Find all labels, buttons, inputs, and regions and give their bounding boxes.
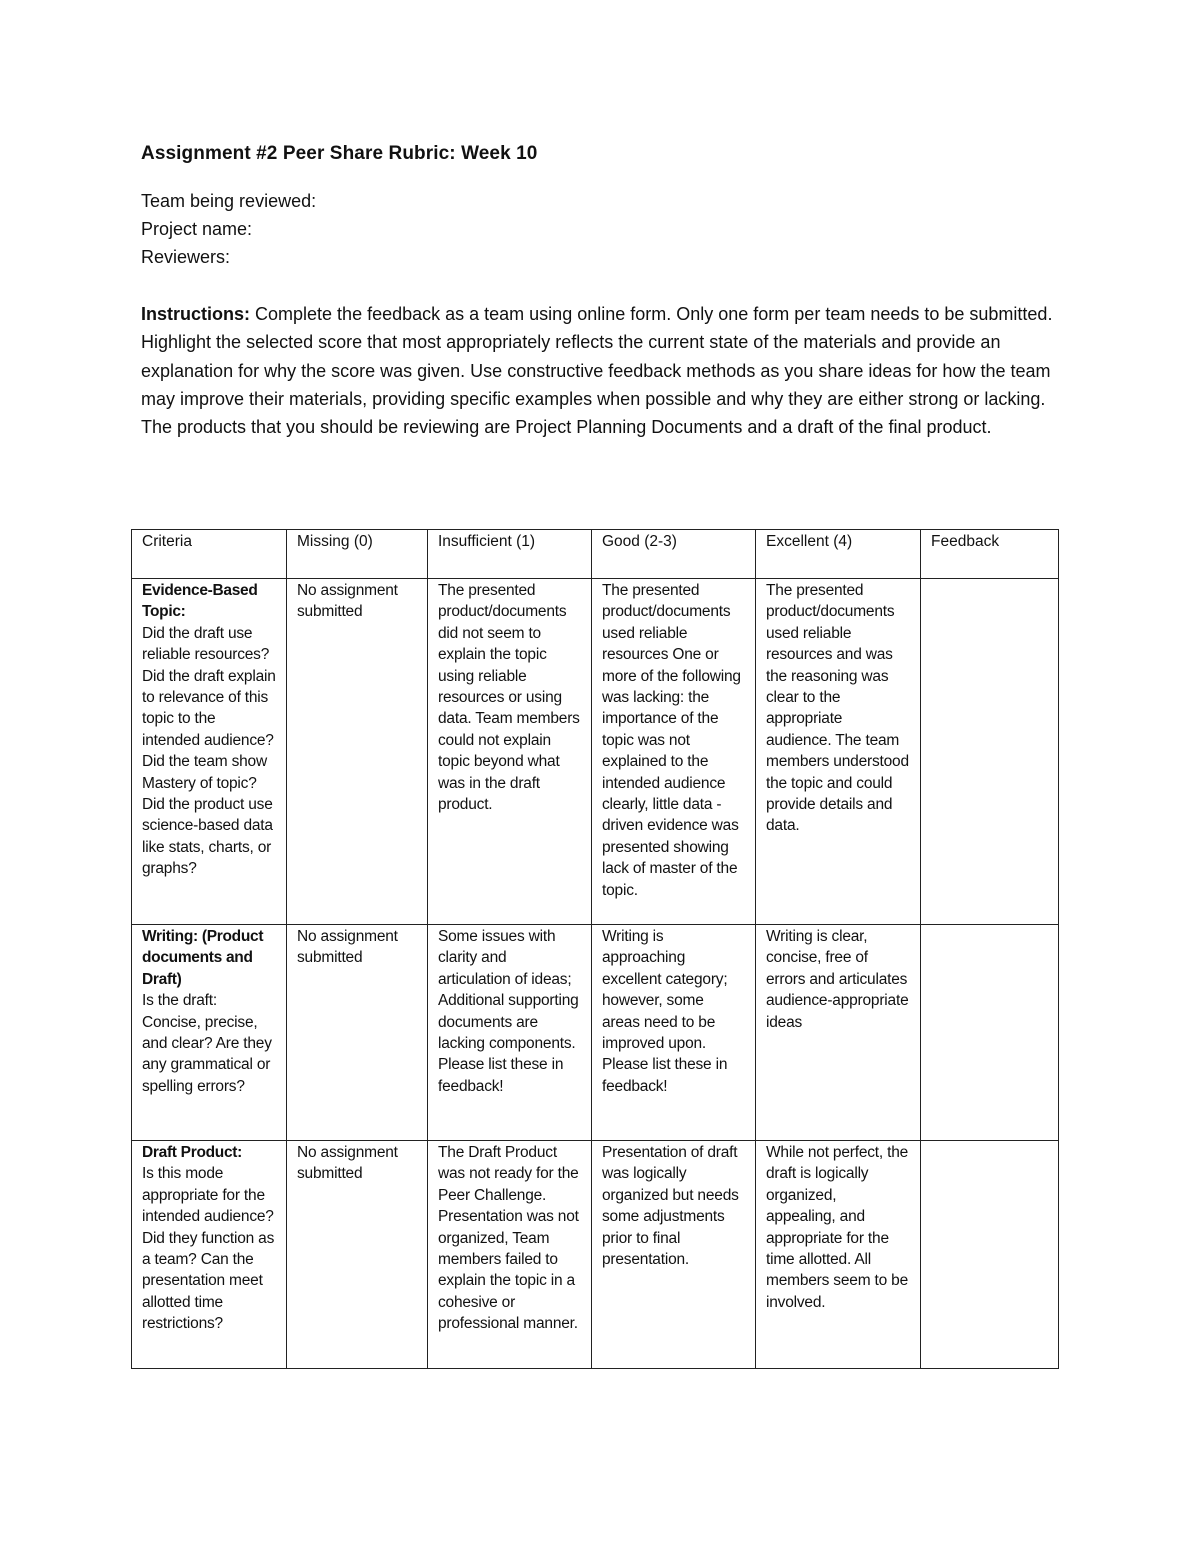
table-row — [132, 579, 1059, 925]
criteria-description: Is this mode appropriate for the intended audience? Did they function as a team? Can the presentation meet allotted time restrictions? — [142, 1165, 275, 1333]
insufficient-cell: The Draft Product was not ready for the Peer Challenge. Presentation was not organized, Team members failed to explain the topic in a cohesive or professional manner. — [428, 1141, 592, 1369]
insufficient-cell: Some issues with clarity and articulation of ideas; Additional supporting documents are lacking components. Please list these in feedback! — [428, 925, 592, 1141]
header-good: Good (2-3) — [592, 530, 756, 579]
header-criteria: Criteria — [132, 530, 287, 579]
header-insufficient: Insufficient (1) — [428, 530, 592, 579]
rubric-header-row — [132, 530, 1059, 579]
missing-cell: No assignment submitted — [287, 925, 428, 1141]
insufficient-cell: The presented product/documents did not seem to explain the topic using reliable resources or using data. Team members could not explain topic beyond what was in the draft product. — [428, 579, 592, 925]
rubric-table — [131, 529, 1059, 1369]
criteria-cell — [132, 1141, 287, 1369]
feedback-cell[interactable] — [921, 579, 1059, 925]
document-title: Assignment #2 Peer Share Rubric: Week 10 — [141, 143, 538, 164]
review-info-fields — [141, 187, 316, 271]
table-row — [132, 1141, 1059, 1369]
table-row — [132, 925, 1059, 1141]
criteria-title: Draft Product: — [142, 1144, 242, 1161]
feedback-cell[interactable] — [921, 1141, 1059, 1369]
instructions-paragraph — [141, 300, 1061, 441]
instructions-lead: Instructions: — [141, 304, 251, 324]
instructions-body: Complete the feedback as a team using online form. Only one form per team needs to be submitted. Highlight the selected score that most appropriately reflects the current state of the materials and provide an explanation for why the score was given. Use constructive feedback methods as you share ideas for how the team may improve their materials, providing specific examples when possible and why they are either strong or lacking. The products that you should be reviewing are Project Planning Documents and a draft of the final product. — [141, 304, 1053, 438]
reviewers-label: Reviewers: — [141, 247, 231, 267]
excellent-cell: Writing is clear, concise, free of errors and articulates audience-appropriate ideas — [756, 925, 921, 1141]
criteria-description: Did the draft use reliable resources? Did the draft explain to relevance of this topic to the intended audience? Did the team show Mastery of topic? Did the product use science-based data like stats, charts, or graphs? — [142, 624, 276, 878]
team-reviewed-label: Team being reviewed: — [141, 191, 317, 211]
good-cell: Presentation of draft was logically organized but needs some adjustments prior to final presentation. — [592, 1141, 756, 1369]
criteria-cell — [132, 579, 287, 925]
project-name-label: Project name: — [141, 219, 253, 239]
excellent-cell: While not perfect, the draft is logically organized, appealing, and appropriate for the time allotted. All members seem to be involved. — [756, 1141, 921, 1369]
header-excellent: Excellent (4) — [756, 530, 921, 579]
excellent-cell: The presented product/documents used reliable resources and was the reasoning was clear to the appropriate audience. The team members understood the topic and could provide details and data. — [756, 579, 921, 925]
feedback-cell[interactable] — [921, 925, 1059, 1141]
criteria-title: Writing: (Product documents and Draft) — [142, 928, 264, 988]
missing-cell: No assignment submitted — [287, 579, 428, 925]
criteria-cell — [132, 925, 287, 1141]
good-cell: Writing is approaching excellent category; however, some areas need to be improved upon. Please list these in feedback! — [592, 925, 756, 1141]
header-missing: Missing (0) — [287, 530, 428, 579]
header-feedback: Feedback — [921, 530, 1059, 579]
missing-cell: No assignment submitted — [287, 1141, 428, 1369]
criteria-description: Is the draft: Concise, precise, and clear? Are they any grammatical or spelling errors? — [142, 992, 272, 1095]
criteria-title: Evidence-Based Topic: — [142, 582, 258, 621]
good-cell: The presented product/documents used reliable resources One or more of the following was lacking: the importance of the topic was not explained to the intended audience clearly, little data -driven evidence was presented showing lack of master of the topic. — [592, 579, 756, 925]
